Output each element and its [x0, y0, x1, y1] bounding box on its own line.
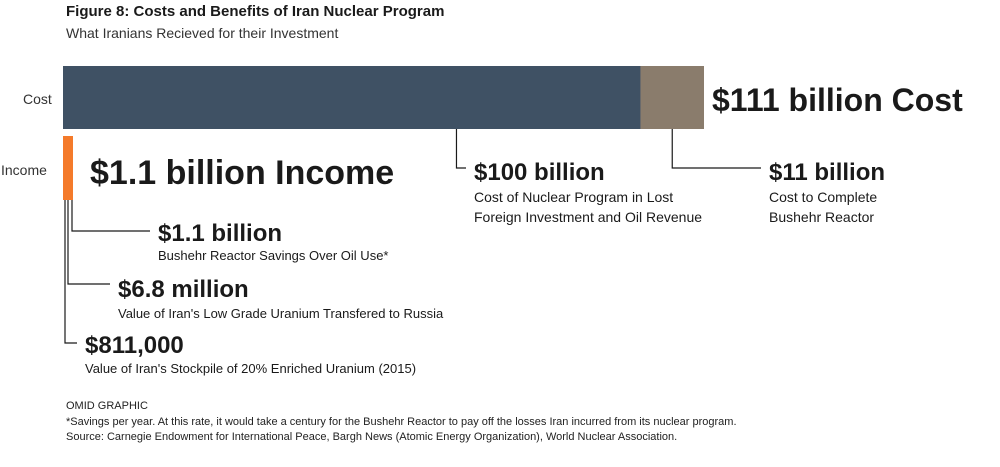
- income-segment-value-3: $811,000: [85, 332, 184, 359]
- cost-leader-line-2: [672, 129, 761, 168]
- chart-subtitle: What Iranians Recieved for their Investment: [66, 25, 339, 41]
- cost-leader-line-1: [456, 129, 466, 168]
- income-leader-line-2: [68, 200, 110, 284]
- cost-bar-segment-2: [640, 66, 704, 129]
- row-label-income: Income: [1, 162, 47, 178]
- source-note: Source: Carnegie Endowment for International Peace, Bargh News (Atomic Energy Organization), World Nuclear Association.: [66, 431, 678, 443]
- chart-title: Figure 8: Costs and Benefits of Iran Nuclear Program: [66, 3, 445, 20]
- graphic-credit: OMID GRAPHIC: [66, 400, 148, 412]
- income-segment-desc-1-1: Bushehr Reactor Savings Over Oil Use*: [158, 248, 389, 263]
- cost-segment-value-2: $11 billion: [769, 159, 886, 186]
- row-label-cost: Cost: [23, 91, 52, 107]
- income-total-label: $1.1 billion Income: [90, 154, 395, 192]
- income-segment-value-1: $1.1 billion: [158, 220, 283, 247]
- income-segment-desc-2-1: Value of Iran's Low Grade Uranium Transfered to Russia: [118, 306, 444, 321]
- cost-total-label: $111 billion Cost: [712, 82, 963, 118]
- cost-segment-desc-1-2: Foreign Investment and Oil Revenue: [474, 209, 703, 225]
- cost-segment-desc-2-2: Bushehr Reactor: [769, 209, 875, 225]
- cost-segment-desc-1-1: Cost of Nuclear Program in Lost: [474, 189, 674, 205]
- footnote: *Savings per year. At this rate, it would take a century for the Bushehr Reactor to pay off the losses Iran incurred from its nuclear program.: [66, 416, 737, 428]
- income-segment-value-2: $6.8 million: [118, 276, 249, 303]
- cost-bar-segment-1: [63, 66, 640, 129]
- income-leader-line-1: [72, 200, 150, 231]
- cost-segment-desc-2-1: Cost to Complete: [769, 189, 878, 205]
- income-segment-desc-3-1: Value of Iran's Stockpile of 20% Enriched Uranium (2015): [85, 361, 417, 376]
- income-bar: [63, 136, 73, 200]
- income-leader-line-3: [65, 200, 77, 343]
- cost-segment-value-1: $100 billion: [474, 159, 605, 186]
